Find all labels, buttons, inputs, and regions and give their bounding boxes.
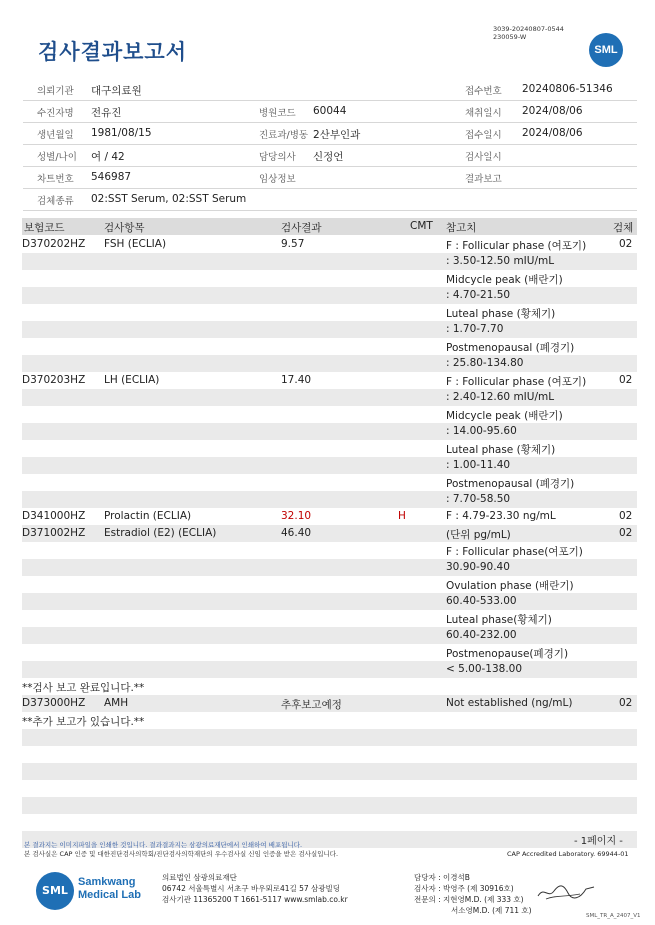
- reference-range: F : 4.79-23.30 ng/mL: [446, 510, 556, 522]
- footer-note-2: 본 검사실은 CAP 인증 및 대한진단검사의학회/진단검사의학재단의 우수검사실 신임 인증을 받은 검사실입니다.: [24, 850, 339, 858]
- cap-accreditation: CAP Accredited Laboratory. 69944-01: [507, 850, 629, 858]
- reference-range: : 14.00-95.60: [446, 425, 517, 437]
- table-row: [22, 270, 637, 287]
- reference-range: Not established (ng/mL): [446, 697, 573, 709]
- reference-range: : 2.40-12.60 mIU/mL: [446, 391, 555, 403]
- reference-range: Midcycle peak (배란기): [446, 274, 563, 286]
- reference-range: Postmenopause(폐경기): [446, 648, 569, 660]
- test-item: FSH (ECLIA): [104, 238, 167, 250]
- table-row: [22, 491, 637, 508]
- lab-name-line-2: Medical Lab: [78, 889, 141, 901]
- info-label: 진료과/병동: [259, 130, 309, 141]
- info-label: 검체종류: [37, 196, 74, 207]
- table-row: [22, 406, 637, 423]
- table-row: [22, 338, 637, 355]
- info-label: 임상정보: [259, 174, 296, 185]
- specimen-code: 02: [619, 238, 633, 250]
- table-row: [22, 474, 637, 491]
- test-code: **추가 보고가 있습니다.**: [22, 716, 145, 728]
- test-result: 9.57: [281, 238, 305, 250]
- header-ref: 참고치: [446, 222, 477, 234]
- table-row: [22, 678, 637, 695]
- document-id-line-1: 3039-20240807-0544: [493, 25, 564, 33]
- info-label: 수진자명: [37, 108, 74, 119]
- patient-info-table: [23, 79, 637, 211]
- table-row: [22, 661, 637, 678]
- info-label: 채취일시: [465, 108, 502, 119]
- reference-range: : 7.70-58.50: [446, 493, 511, 505]
- info-value: 2024/08/06: [522, 127, 583, 139]
- reference-range: < 5.00-138.00: [446, 663, 523, 675]
- results-table-header: [22, 218, 637, 235]
- info-label: 차트번호: [37, 174, 74, 185]
- info-value: 546987: [91, 171, 132, 183]
- table-row: [22, 457, 637, 474]
- info-label: 담당의사: [259, 152, 296, 163]
- specimen-code: 02: [619, 510, 633, 522]
- info-row: [23, 101, 637, 123]
- info-label: 병원코드: [259, 108, 296, 119]
- test-result: 46.40: [281, 527, 312, 539]
- info-value: 1981/08/15: [91, 127, 152, 139]
- results-table-body: [22, 236, 637, 848]
- test-code: D341000HZ: [22, 510, 86, 522]
- reference-range: Postmenopausal (폐경기): [446, 478, 575, 490]
- table-row: [22, 780, 637, 797]
- staff-block: [414, 872, 532, 916]
- info-value: 대구의료원: [91, 85, 142, 97]
- document-id-line-2: 230059-W: [493, 33, 527, 41]
- reference-range: 30.90-90.40: [446, 561, 510, 573]
- document-id: [493, 25, 564, 41]
- info-row: [23, 189, 637, 211]
- info-value: 여 / 42: [91, 151, 125, 163]
- reference-range: Luteal phase(황체기): [446, 614, 552, 626]
- reference-range: : 3.50-12.50 mIU/mL: [446, 255, 555, 267]
- signature-image: [536, 881, 596, 903]
- test-code: D370203HZ: [22, 374, 86, 386]
- table-row: [22, 559, 637, 576]
- table-row: [22, 729, 637, 746]
- header-specimen: 검체: [613, 222, 634, 234]
- test-code: **검사 보고 완료입니다.**: [22, 682, 145, 694]
- table-row: [22, 440, 637, 457]
- reference-range: (단위 pg/mL): [446, 529, 511, 541]
- report-title: 검사결과보고서: [38, 40, 188, 64]
- table-row: [22, 508, 637, 525]
- info-label: 의뢰기관: [37, 86, 74, 97]
- info-value: 전유진: [91, 107, 122, 119]
- page-number: - 1페이지 -: [574, 836, 623, 847]
- info-value: 20240806-51346: [522, 83, 613, 95]
- info-label: 검사일시: [465, 152, 502, 163]
- reference-range: : 1.00-11.40: [446, 459, 511, 471]
- lab-name-line-1: Samkwang: [78, 876, 136, 888]
- table-row: [22, 389, 637, 406]
- table-row: [22, 236, 637, 253]
- lab-address: [162, 872, 348, 905]
- table-row: [22, 423, 637, 440]
- table-row: [22, 644, 637, 661]
- test-item: AMH: [104, 697, 129, 709]
- info-value: 02:SST Serum, 02:SST Serum: [91, 193, 247, 205]
- info-row: [23, 79, 637, 101]
- reference-range: 60.40-533.00: [446, 595, 517, 607]
- reference-range: Ovulation phase (배란기): [446, 580, 574, 592]
- table-row: [22, 610, 637, 627]
- test-item: Prolactin (ECLIA): [104, 510, 192, 522]
- table-row: [22, 627, 637, 644]
- footer-note-1: 본 결과지는 이미지파일을 인쇄한 것입니다. 결과결과지는 삼광의료재단에서 인쇄하여 배포됩니다.: [24, 841, 303, 849]
- reference-range: : 4.70-21.50: [446, 289, 511, 301]
- lab-name: [78, 876, 141, 902]
- reference-range: : 25.80-134.80: [446, 357, 524, 369]
- reference-range: Midcycle peak (배란기): [446, 410, 563, 422]
- test-result: 17.40: [281, 374, 312, 386]
- staff-line-1: 담당자 : 이경석B: [414, 873, 470, 882]
- info-label: 접수일시: [465, 130, 502, 141]
- specimen-code: 02: [619, 527, 633, 539]
- address-line-2: 06742 서울특별시 서초구 바우뫼로41길 57 삼광빌딩: [162, 884, 341, 893]
- specimen-code: 02: [619, 697, 633, 709]
- info-label: 성별/나이: [37, 152, 77, 163]
- table-row: [22, 763, 637, 780]
- header-result: 검사결과: [281, 222, 322, 234]
- reference-range: F : Follicular phase(여포기): [446, 546, 583, 558]
- test-code: D370202HZ: [22, 238, 86, 250]
- info-row: [23, 167, 637, 189]
- test-item: Estradiol (E2) (ECLIA): [104, 527, 217, 539]
- address-line-1: 의료법인 삼광의료재단: [162, 873, 237, 882]
- staff-line-4: 서소영M.D. (제 711 호): [451, 906, 532, 915]
- reference-range: Luteal phase (황체기): [446, 444, 556, 456]
- table-row: [22, 321, 637, 338]
- info-label: 결과보고: [465, 174, 502, 185]
- specimen-code: 02: [619, 374, 633, 386]
- form-id: SML_TR_A_2407_V1: [586, 913, 641, 919]
- table-row: [22, 304, 637, 321]
- info-label: 생년월일: [37, 130, 74, 141]
- table-row: [22, 576, 637, 593]
- table-row: [22, 542, 637, 559]
- table-row: [22, 712, 637, 729]
- footer-notes: [24, 841, 338, 859]
- info-row: [23, 145, 637, 167]
- staff-line-3: 전문의 : 지현영M.D. (제 333 호): [414, 895, 524, 904]
- test-code: D371002HZ: [22, 527, 86, 539]
- table-row: [22, 355, 637, 372]
- reference-range: : 1.70-7.70: [446, 323, 504, 335]
- address-line-3: 검사기관 11365200 T 1661-5117 www.smlab.co.kr: [162, 895, 348, 904]
- header-cmt: CMT: [410, 220, 433, 232]
- reference-range: F : Follicular phase (여포기): [446, 376, 587, 388]
- test-code: D373000HZ: [22, 697, 86, 709]
- reference-range: Luteal phase (황체기): [446, 308, 556, 320]
- staff-line-2: 검사자 : 박영주 (제 30916호): [414, 884, 514, 893]
- header-item: 검사항목: [104, 222, 145, 234]
- table-row: [22, 287, 637, 304]
- info-row: [23, 123, 637, 145]
- test-item: LH (ECLIA): [104, 374, 160, 386]
- table-row: [22, 593, 637, 610]
- result-flag: H: [398, 510, 406, 522]
- table-row: [22, 695, 637, 712]
- table-row: [22, 372, 637, 389]
- table-row: [22, 253, 637, 270]
- test-result: 32.10: [281, 510, 312, 522]
- header-code: 보험코드: [24, 222, 65, 234]
- sml-footer-logo: SML: [36, 872, 74, 910]
- info-value: 2산부인과: [313, 129, 361, 141]
- info-value: 60044: [313, 105, 347, 117]
- info-value: 신정언: [313, 151, 344, 163]
- info-label: 접수번호: [465, 86, 502, 97]
- table-row: [22, 746, 637, 763]
- table-row: [22, 797, 637, 814]
- sml-logo: SML: [589, 33, 623, 67]
- reference-range: 60.40-232.00: [446, 629, 517, 641]
- test-result: 추후보고예정: [281, 699, 342, 711]
- reference-range: Postmenopausal (폐경기): [446, 342, 575, 354]
- table-row: [22, 525, 637, 542]
- table-row: [22, 814, 637, 831]
- reference-range: F : Follicular phase (여포기): [446, 240, 587, 252]
- info-value: 2024/08/06: [522, 105, 583, 117]
